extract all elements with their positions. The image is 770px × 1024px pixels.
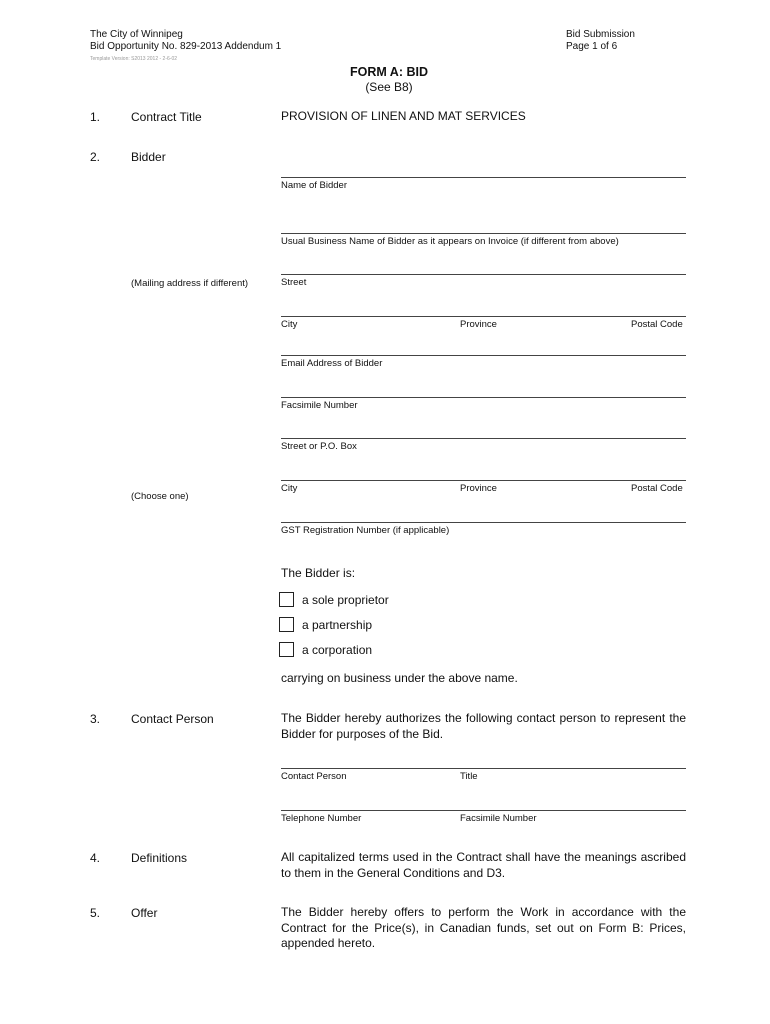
title-label: Title [460,771,478,782]
corporation-label: a corporation [302,643,373,657]
fax2-label: Facsimile Number [460,813,537,824]
section-1-label: Contract Title [131,110,202,124]
street-po-label: Street or P.O. Box [281,441,357,452]
contact-person-label: Contact Person [281,771,347,782]
contract-title-value: PROVISION OF LINEN AND MAT SERVICES [281,109,526,123]
fax-label: Facsimile Number [281,400,358,411]
section-2-number: 2. [90,150,101,164]
gst-line[interactable] [281,522,686,523]
usual-business-name-label: Usual Business Name of Bidder as it appears on Invoice (if different from above) [281,236,619,247]
province2-label: Province [460,483,497,494]
choose-one-note: (Choose one) [131,491,189,502]
email-line[interactable] [281,355,686,356]
name-of-bidder-line[interactable] [281,177,686,178]
postal-code2-label: Postal Code [631,483,683,494]
street-po-line[interactable] [281,438,686,439]
offer-paragraph: The Bidder hereby offers to perform the Work in accordance with the Contract for the Price(s), in Canadian funds, set out on Form B: Prices, appended hereto. [281,905,686,950]
city-label: City [281,319,298,330]
header-bid-ref: Bid Opportunity No. 829-2013 Addendum 1 [90,41,282,52]
postal-code-label: Postal Code [631,319,683,330]
telephone-line[interactable] [281,810,686,811]
header-doc-type: Bid Submission [566,29,635,40]
city2-label: City [281,483,298,494]
partnership-label: a partnership [302,618,373,632]
section-5-label: Offer [131,906,158,920]
section-4-number: 4. [90,851,101,865]
section-3-number: 3. [90,712,101,726]
sole-proprietor-checkbox[interactable] [279,592,294,607]
section-5-number: 5. [90,906,101,920]
header-template-version: Template Version: S2013 2012 - 2-6-02 [90,56,177,62]
city2-line[interactable] [281,480,686,481]
gst-label: GST Registration Number (if applicable) [281,525,450,536]
sole-proprietor-label: a sole proprietor [302,593,389,607]
email-label: Email Address of Bidder [281,358,383,369]
header-page: Page 1 of 6 [566,41,618,52]
fax-line[interactable] [281,397,686,398]
telephone-label: Telephone Number [281,813,362,824]
partnership-checkbox[interactable] [279,617,294,632]
section-3-label: Contact Person [131,712,214,726]
header-org: The City of Winnipeg [90,29,183,40]
form-title: FORM A: BID [350,65,428,79]
form-subtitle: (See B8) [365,80,413,94]
contact-paragraph: The Bidder hereby authorizes the following contact person to represent the Bidder for purposes of the Bid. [281,711,686,741]
section-2-label: Bidder [131,150,166,164]
usual-business-name-line[interactable] [281,233,686,234]
section-4-label: Definitions [131,851,188,865]
definitions-paragraph: All capitalized terms used in the Contract shall have the meanings ascribed to them in the General Conditions and D3. [281,850,686,880]
contact-person-line[interactable] [281,768,686,769]
corporation-checkbox[interactable] [279,642,294,657]
bidder-is-trailer: carrying on business under the above name. [281,671,518,685]
province-label: Province [460,319,497,330]
mailing-address-note: (Mailing address if different) [131,278,249,289]
section-1-number: 1. [90,110,101,124]
city-province-line[interactable] [281,316,686,317]
street-label: Street [281,277,307,288]
bidder-is-heading: The Bidder is: [281,566,356,580]
street-line[interactable] [281,274,686,275]
name-of-bidder-label: Name of Bidder [281,180,348,191]
